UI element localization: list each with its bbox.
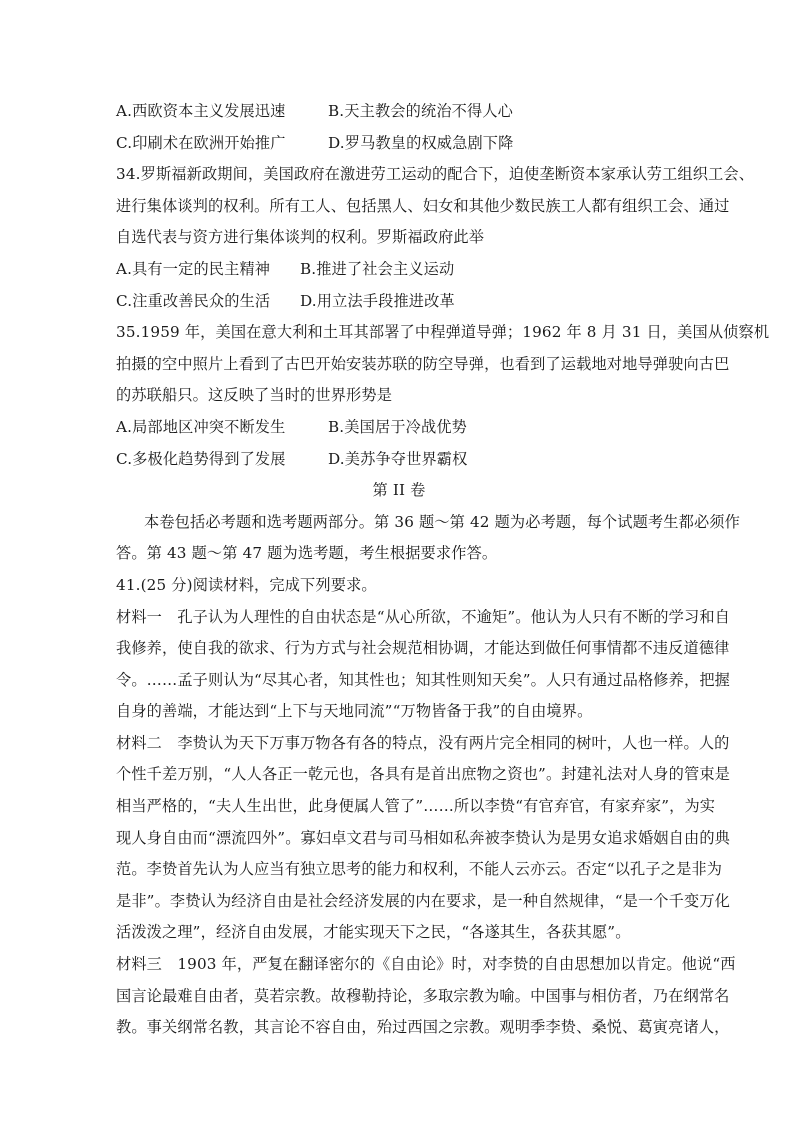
material-line: 我修养，使自我的欲求、行为方式与社会规范相协调，才能达到做任何事情都不违反道德律 xyxy=(116,639,730,658)
question-35 xyxy=(116,317,770,475)
material-line: 现人身自由而“漂流四外”。寡妇卓文君与司马相如私奔被李贽认为是男女追求婚姻自由的典 xyxy=(116,828,730,847)
material-line: 是非”。李贽认为经济自由是社会经济发展的内在要求，是一种自然规律，“是一个千变万化 xyxy=(116,891,730,910)
q33-options-row-2 xyxy=(116,128,682,160)
material-line: 范。李贽首先认为人应当有独立思考的能力和权利，不能人云亦云。否定“以孔子之是非为 xyxy=(116,860,723,879)
q33-options-row-1 xyxy=(116,96,682,128)
material-line: 材料三 1903 年，严复在翻译密尔的《自由论》时，对李贽的自由思想加以肯定。他说“西 xyxy=(116,955,736,974)
q35-stem-line: 35.1959 年，美国在意大利和土耳其部署了中程弹道导弹；1962 年 8 月 31 日，美国从侦察机 xyxy=(116,323,770,342)
part-2-intro-line: 答。第 43 题～第 47 题为选考题，考生根据要求作答。 xyxy=(116,544,498,563)
q34-stem-line: 进行集体谈判的权利。所有工人、包括黑人、妇女和其他少数民族工人都有组织工会、通过 xyxy=(116,196,730,215)
material-line: 自身的善端，才能达到“上下与天地同流”“万物皆备于我”的自由境界。 xyxy=(116,702,593,721)
question-41 xyxy=(116,570,736,1044)
q34-stem-line: 34.罗斯福新政期间，美国政府在激进劳工运动的配合下，迫使垄断资本家承认劳工组织工会、 xyxy=(116,165,755,184)
material-1 xyxy=(116,602,730,728)
q35-options-row-1 xyxy=(116,412,682,444)
q34-option-c: C.注重改善民众的生活 xyxy=(116,291,271,310)
q35-option-b: B.美国居于冷战优势 xyxy=(328,417,467,436)
material-3 xyxy=(116,949,736,1044)
q35-option-d: D.美苏争夺世界霸权 xyxy=(328,449,468,468)
q35-stem-line: 的苏联船只。这反映了当时的世界形势是 xyxy=(116,386,393,405)
q34-stem-line: 自选代表与资方进行集体谈判的权利。罗斯福政府此举 xyxy=(116,228,485,247)
material-line: 材料二 李贽认为天下万事万物各有各的特点，没有两片完全相同的树叶，人也一样。人的 xyxy=(116,733,730,752)
material-line: 材料一 孔子认为人理性的自由状态是“从心所欲，不逾矩”。他认为人只有不断的学习和自 xyxy=(116,607,730,626)
question-34 xyxy=(116,159,755,317)
q35-options-row-2 xyxy=(116,444,682,476)
material-line: 教。事关纲常名教，其言论不容自由，殆过西国之宗教。观明季李贽、桑悦、葛寅亮诸人， xyxy=(116,1018,730,1037)
q33-option-c: C.印刷术在欧洲开始推广 xyxy=(116,133,286,152)
q33-option-a: A.西欧资本主义发展迅速 xyxy=(116,102,286,120)
q34-option-a: A.具有一定的民主精神 xyxy=(116,259,271,278)
q33-option-b: B.天主教会的统治不得人心 xyxy=(328,102,514,120)
q34-options-row-1 xyxy=(116,254,682,286)
material-line: 国言论最难自由者，莫若宗教。故穆勒持论，多取宗教为喻。中国事与相仿者，乃在纲常名 xyxy=(116,986,730,1005)
q33-option-d: D.罗马教皇的权威急剧下降 xyxy=(328,133,514,152)
material-line: 相当严格的，“夫人生出世，此身便属人管了”……所以李贽“有官弃官，有家弃家”，为实 xyxy=(116,797,716,816)
part-2-intro-line: 本卷包括必考题和选考题两部分。第 36 题～第 42 题为必考题，每个试题考生都必须作 xyxy=(144,512,740,531)
material-line: 个性千差万别，“人人各正一乾元也，各具有是首出庶物之资也”。封建礼法对人身的管束是 xyxy=(116,765,730,784)
q35-option-a: A.局部地区冲突不断发生 xyxy=(116,417,286,436)
q35-option-c: C.多极化趋势得到了发展 xyxy=(116,449,286,468)
material-line: 令。……孟子则认为“尽其心者，知其性也；知其性则知天矣”。人只有通过品格修养，把握 xyxy=(116,670,730,689)
material-line: 活泼泼之理”，经济自由发展，才能实现天下之民，“各遂其生，各获其愿”。 xyxy=(116,923,631,942)
exam-page xyxy=(116,96,770,1044)
q41-stem: 41.(25 分)阅读材料，完成下列要求。 xyxy=(116,575,377,594)
material-2 xyxy=(116,728,730,949)
q34-option-b: B.推进了社会主义运动 xyxy=(300,259,455,278)
part-2-title: 第 II 卷 xyxy=(372,481,426,500)
q34-options-row-2 xyxy=(116,286,682,318)
q34-option-d: D.用立法手段推进改革 xyxy=(300,291,455,310)
q35-stem-line: 拍摄的空中照片上看到了古巴开始安装苏联的防空导弹，也看到了运载地对地导弹驶向古巴 xyxy=(116,354,730,373)
